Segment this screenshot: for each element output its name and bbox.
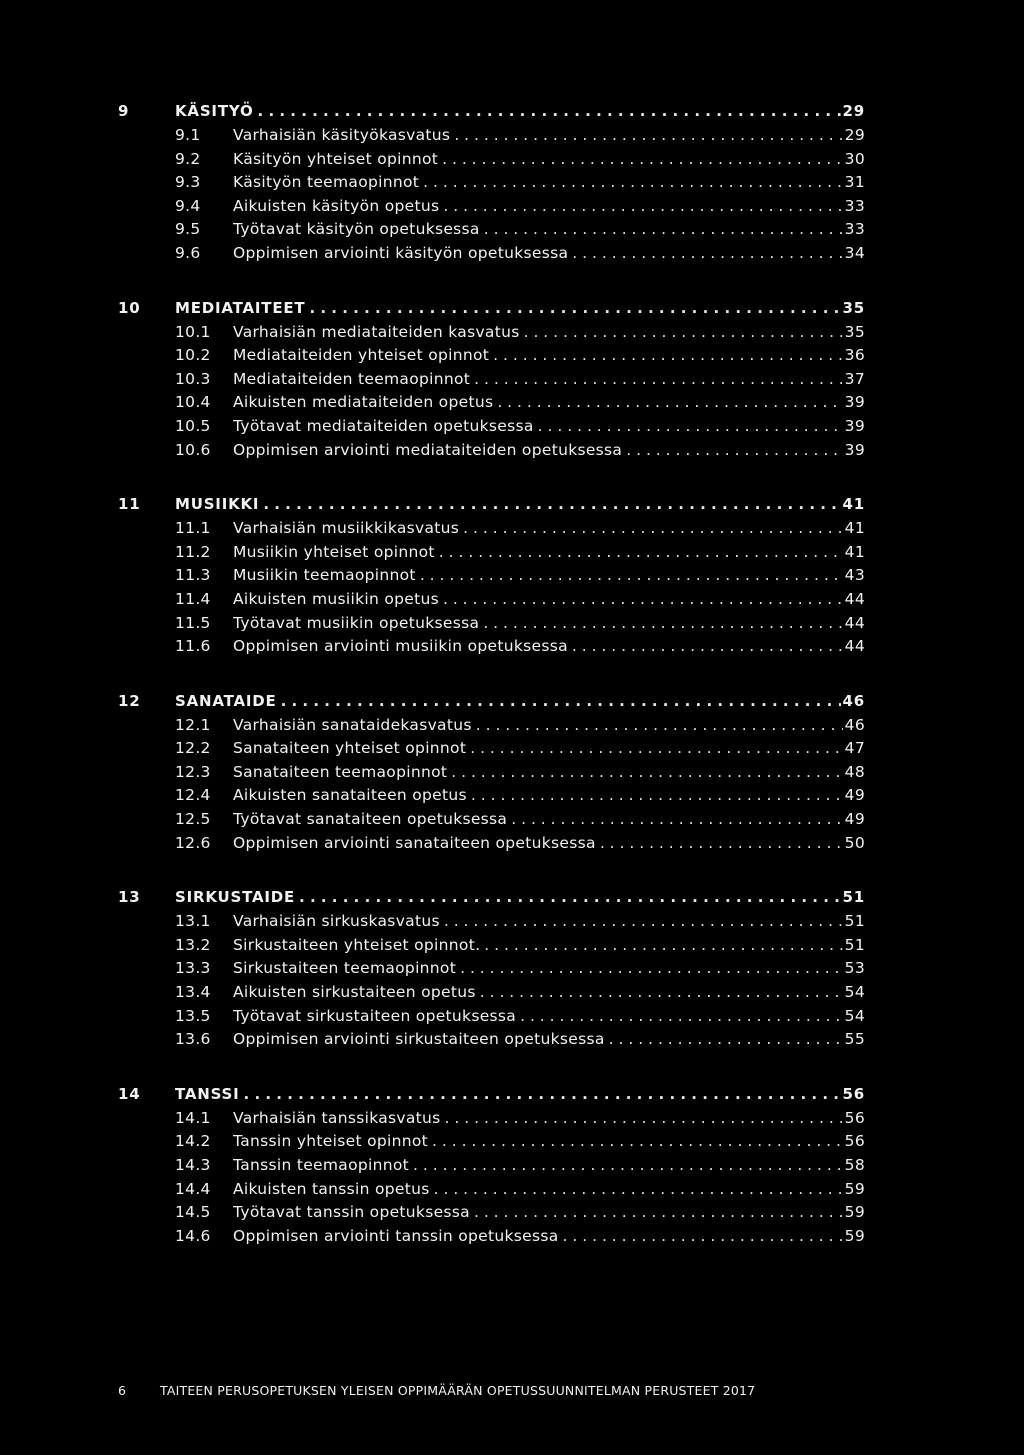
subsection-page-number: 54: [844, 1006, 865, 1025]
dot-leader: [423, 171, 843, 195]
subsection-page-number: 39: [844, 440, 865, 459]
subsection-title: Työtavat musiikin opetuksessa: [233, 613, 480, 632]
subsection-page-number: 59: [844, 1226, 865, 1245]
subsection-page-number: 34: [844, 243, 865, 262]
chapter-title: KÄSITYÖ: [175, 102, 254, 120]
dot-leader: [511, 808, 842, 832]
subsection-page-number: 50: [844, 833, 865, 852]
chapter-number: 13: [118, 888, 141, 907]
dot-leader: [281, 688, 841, 714]
subsection-page-number: 49: [844, 786, 865, 805]
chapter-number: 12: [118, 691, 141, 710]
subsection-number: 10.3: [175, 369, 211, 388]
footer-page-number: 6: [118, 1383, 127, 1398]
subsection-title: Tanssin teemaopinnot: [233, 1156, 410, 1174]
subsection-title: Aikuisten musiikin opetus: [233, 589, 439, 608]
dot-leader: [524, 321, 843, 345]
subsection-page-number: 44: [844, 613, 865, 632]
chapter-title: MUSIIKKI: [175, 495, 260, 514]
toc-subsection-entry[interactable]: [0, 344, 1024, 368]
subsection-title: Varhaisiän mediataiteiden kasvatus: [233, 322, 520, 341]
subsection-title: Varhaisiän tanssikasvatus: [233, 1108, 441, 1127]
toc-chapter-entry[interactable]: [0, 1081, 1024, 1107]
subsection-page-number: 59: [844, 1203, 865, 1222]
chapter-number: 11: [118, 495, 141, 514]
subsection-page-number: 53: [844, 959, 865, 978]
dot-leader: [609, 1028, 843, 1052]
subsection-page-number: 56: [844, 1108, 865, 1127]
subsection-title: Oppimisen arviointi sirkustaiteen opetuksessa: [233, 1030, 605, 1049]
subsection-title: Käsityön teemaopinnot: [233, 173, 420, 192]
subsection-page-number: 48: [844, 762, 865, 781]
dot-leader: [476, 714, 843, 738]
toc-subsection-entry[interactable]: [0, 242, 1024, 266]
toc-subsection-entry[interactable]: [0, 714, 1024, 738]
chapter-number: 9: [118, 102, 130, 120]
dot-leader: [443, 195, 842, 219]
toc-subsection-entry[interactable]: [0, 564, 1024, 588]
subsection-title: Sirkustaiteen yhteiset opinnot.: [233, 935, 481, 954]
subsection-number: 13.3: [175, 959, 211, 978]
subsection-title: Käsityön yhteiset opinnot: [233, 149, 439, 168]
subsection-title: Aikuisten sirkustaiteen opetus: [233, 983, 476, 1002]
subsection-number: 9.2: [175, 149, 201, 168]
dot-leader: [497, 391, 842, 415]
subsection-page-number: 36: [844, 346, 865, 365]
subsection-title: Sanataiteen yhteiset opinnot: [233, 739, 467, 758]
subsection-number: 11.6: [175, 637, 211, 656]
toc-subsection-entry[interactable]: [0, 124, 1024, 148]
subsection-number: 12.5: [175, 810, 211, 829]
dot-leader: [484, 934, 842, 958]
subsection-title: Aikuisten tanssin opetus: [233, 1179, 430, 1198]
subsection-number: 9.6: [175, 243, 201, 262]
toc-subsection-entry[interactable]: [0, 439, 1024, 463]
toc-subsection-entry[interactable]: [0, 635, 1024, 659]
dot-leader: [258, 98, 841, 124]
subsection-title: Varhaisiän käsityökasvatus: [233, 126, 451, 144]
dot-leader: [538, 415, 843, 439]
subsection-title: Aikuisten sanataiteen opetus: [233, 786, 467, 805]
dot-leader: [444, 910, 843, 934]
subsection-title: Oppimisen arviointi sanataiteen opetuksessa: [233, 833, 596, 852]
toc-section: [0, 1081, 1024, 1249]
chapter-page-number: 46: [842, 691, 865, 710]
subsection-page-number: 54: [844, 983, 865, 1002]
toc-section: [0, 295, 1024, 463]
subsection-number: 11.3: [175, 566, 211, 585]
subsection-page-number: 56: [844, 1132, 865, 1151]
toc-subsection-entry[interactable]: [0, 541, 1024, 565]
table-of-contents: [0, 98, 1024, 1277]
subsection-number: 11.1: [175, 519, 211, 538]
toc-subsection-entry[interactable]: [0, 737, 1024, 761]
subsection-page-number: 44: [844, 589, 865, 608]
chapter-page-number: 56: [842, 1084, 865, 1103]
toc-section: [0, 884, 1024, 1052]
subsection-page-number: 33: [844, 220, 865, 239]
subsection-title: Oppimisen arviointi musiikin opetuksessa: [233, 637, 568, 656]
chapter-title: TANSSI: [175, 1084, 240, 1103]
chapter-page-number: 51: [842, 888, 865, 907]
dot-leader: [263, 491, 840, 517]
toc-subsection-entry[interactable]: [0, 391, 1024, 415]
toc-subsection-entry[interactable]: [0, 1201, 1024, 1225]
chapter-title: SIRKUSTAIDE: [175, 888, 296, 907]
subsection-number: 14.3: [175, 1156, 211, 1174]
chapter-page-number: 29: [842, 102, 865, 120]
subsection-page-number: 59: [844, 1179, 865, 1198]
subsection-number: 9.3: [175, 173, 201, 192]
subsection-number: 9.4: [175, 196, 201, 215]
subsection-number: 12.2: [175, 739, 211, 758]
subsection-title: Työtavat käsityön opetuksessa: [233, 220, 480, 239]
subsection-page-number: 33: [844, 196, 865, 215]
subsection-number: 14.1: [175, 1108, 211, 1127]
dot-leader: [626, 439, 842, 463]
chapter-title: SANATAIDE: [175, 691, 277, 710]
subsection-number: 10.2: [175, 346, 211, 365]
subsection-title: Työtavat mediataiteiden opetuksessa: [233, 416, 534, 435]
dot-leader: [309, 295, 840, 321]
subsection-number: 11.5: [175, 613, 211, 632]
subsection-number: 13.2: [175, 935, 211, 954]
subsection-title: Oppimisen arviointi käsityön opetuksessa: [233, 243, 569, 262]
dot-leader: [480, 981, 843, 1005]
toc-subsection-entry[interactable]: [0, 1178, 1024, 1202]
dot-leader: [451, 761, 842, 785]
dot-leader: [483, 612, 842, 636]
subsection-page-number: 46: [844, 715, 865, 734]
dot-leader: [572, 635, 843, 659]
dot-leader: [443, 588, 843, 612]
subsection-page-number: 49: [844, 810, 865, 829]
toc-subsection-entry[interactable]: [0, 910, 1024, 934]
chapter-page-number: 35: [842, 298, 865, 317]
subsection-page-number: 41: [844, 519, 865, 538]
subsection-number: 11.2: [175, 542, 211, 561]
dot-leader: [244, 1081, 841, 1107]
dot-leader: [484, 218, 843, 242]
dot-leader: [520, 1005, 843, 1029]
subsection-number: 10.5: [175, 416, 211, 435]
dot-leader: [572, 242, 842, 266]
subsection-title: Oppimisen arviointi tanssin opetuksessa: [233, 1226, 559, 1245]
toc-subsection-entry[interactable]: [0, 784, 1024, 808]
subsection-number: 10.4: [175, 393, 211, 412]
subsection-number: 12.1: [175, 715, 211, 734]
subsection-number: 12.6: [175, 833, 211, 852]
dot-leader: [299, 884, 840, 910]
subsection-title: Musiikin yhteiset opinnot: [233, 542, 435, 561]
subsection-number: 11.4: [175, 589, 211, 608]
toc-section: [0, 491, 1024, 659]
subsection-number: 12.3: [175, 762, 211, 781]
dot-leader: [432, 1130, 843, 1154]
dot-leader: [600, 832, 843, 856]
subsection-title: Aikuisten käsityön opetus: [233, 196, 440, 215]
subsection-title: Tanssin yhteiset opinnot: [233, 1132, 429, 1151]
subsection-page-number: 29: [844, 126, 865, 144]
subsection-number: 12.4: [175, 786, 211, 805]
toc-subsection-entry[interactable]: [0, 415, 1024, 439]
dot-leader: [471, 784, 843, 808]
toc-subsection-entry[interactable]: [0, 612, 1024, 636]
toc-subsection-entry[interactable]: [0, 1154, 1024, 1178]
subsection-page-number: 47: [844, 739, 865, 758]
subsection-number: 14.4: [175, 1179, 211, 1198]
subsection-number: 14.2: [175, 1132, 211, 1151]
subsection-number: 14.5: [175, 1203, 211, 1222]
toc-section: [0, 688, 1024, 856]
dot-leader: [563, 1225, 843, 1249]
subsection-title: Työtavat tanssin opetuksessa: [233, 1203, 470, 1222]
subsection-number: 10.1: [175, 322, 211, 341]
subsection-title: Työtavat sanataiteen opetuksessa: [233, 810, 508, 829]
subsection-page-number: 51: [844, 935, 865, 954]
subsection-page-number: 30: [844, 149, 865, 168]
subsection-page-number: 51: [844, 912, 865, 931]
dot-leader: [493, 344, 843, 368]
subsection-number: 13.4: [175, 983, 211, 1002]
subsection-page-number: 58: [844, 1156, 865, 1174]
toc-subsection-entry[interactable]: [0, 957, 1024, 981]
subsection-title: Aikuisten mediataiteiden opetus: [233, 393, 494, 412]
subsection-page-number: 35: [844, 322, 865, 341]
toc-subsection-entry[interactable]: [0, 195, 1024, 219]
dot-leader: [439, 541, 843, 565]
subsection-number: 14.6: [175, 1226, 211, 1245]
chapter-number: 14: [118, 1084, 141, 1103]
dot-leader: [420, 564, 843, 588]
subsection-page-number: 31: [844, 173, 865, 192]
subsection-title: Mediataiteiden yhteiset opinnot: [233, 346, 490, 365]
toc-chapter-entry[interactable]: [0, 295, 1024, 321]
toc-subsection-entry[interactable]: [0, 517, 1024, 541]
toc-subsection-entry[interactable]: [0, 1028, 1024, 1052]
subsection-page-number: 41: [844, 542, 865, 561]
toc-subsection-entry[interactable]: [0, 981, 1024, 1005]
dot-leader: [445, 1107, 843, 1131]
subsection-number: 9.1: [175, 126, 201, 144]
subsection-number: 13.6: [175, 1030, 211, 1049]
subsection-title: Oppimisen arviointi mediataiteiden opetuksessa: [233, 440, 623, 459]
dot-leader: [460, 957, 843, 981]
subsection-page-number: 39: [844, 416, 865, 435]
toc-subsection-entry[interactable]: [0, 808, 1024, 832]
subsection-title: Varhaisiän sanataidekasvatus: [233, 715, 472, 734]
subsection-page-number: 44: [844, 637, 865, 656]
dot-leader: [413, 1154, 843, 1178]
subsection-title: Sirkustaiteen teemaopinnot: [233, 959, 457, 978]
subsection-title: Varhaisiän sirkuskasvatus: [233, 912, 440, 931]
toc-subsection-entry[interactable]: [0, 368, 1024, 392]
dot-leader: [474, 1201, 843, 1225]
toc-subsection-entry[interactable]: [0, 832, 1024, 856]
dot-leader: [434, 1178, 843, 1202]
toc-chapter-entry[interactable]: [0, 688, 1024, 714]
subsection-title: Mediataiteiden teemaopinnot: [233, 369, 471, 388]
toc-chapter-entry[interactable]: [0, 491, 1024, 517]
chapter-number: 10: [118, 298, 141, 317]
chapter-page-number: 41: [842, 495, 865, 514]
footer-document-title: TAITEEN PERUSOPETUKSEN YLEISEN OPPIMÄÄRÄN OPETUSSUUNNITELMAN PERUSTEET 2017: [160, 1383, 756, 1398]
subsection-title: Sanataiteen teemaopinnot: [233, 762, 448, 781]
dot-leader: [442, 148, 843, 172]
toc-subsection-entry[interactable]: [0, 1005, 1024, 1029]
subsection-title: Työtavat sirkustaiteen opetuksessa: [233, 1006, 517, 1025]
toc-subsection-entry[interactable]: [0, 321, 1024, 345]
subsection-page-number: 39: [844, 393, 865, 412]
dot-leader: [463, 517, 843, 541]
toc-subsection-entry[interactable]: [0, 171, 1024, 195]
subsection-page-number: 37: [844, 369, 865, 388]
dot-leader: [470, 737, 842, 761]
dot-leader: [474, 368, 843, 392]
subsection-number: 10.6: [175, 440, 211, 459]
toc-subsection-entry[interactable]: [0, 1107, 1024, 1131]
toc-subsection-entry[interactable]: [0, 148, 1024, 172]
subsection-number: 13.5: [175, 1006, 211, 1025]
toc-subsection-entry[interactable]: [0, 588, 1024, 612]
toc-subsection-entry[interactable]: [0, 1130, 1024, 1154]
toc-section: [0, 98, 1024, 266]
subsection-page-number: 43: [844, 566, 865, 585]
dot-leader: [454, 124, 842, 148]
subsection-page-number: 55: [844, 1030, 865, 1049]
chapter-title: MEDIATAITEET: [175, 298, 306, 317]
subsection-number: 13.1: [175, 912, 211, 931]
subsection-title: Musiikin teemaopinnot: [233, 566, 416, 585]
toc-chapter-entry[interactable]: [0, 98, 1024, 124]
toc-subsection-entry[interactable]: [0, 761, 1024, 785]
toc-subsection-entry[interactable]: [0, 1225, 1024, 1249]
toc-subsection-entry[interactable]: [0, 934, 1024, 958]
toc-subsection-entry[interactable]: [0, 218, 1024, 242]
toc-chapter-entry[interactable]: [0, 884, 1024, 910]
subsection-number: 9.5: [175, 220, 201, 239]
subsection-title: Varhaisiän musiikkikasvatus: [233, 519, 460, 538]
